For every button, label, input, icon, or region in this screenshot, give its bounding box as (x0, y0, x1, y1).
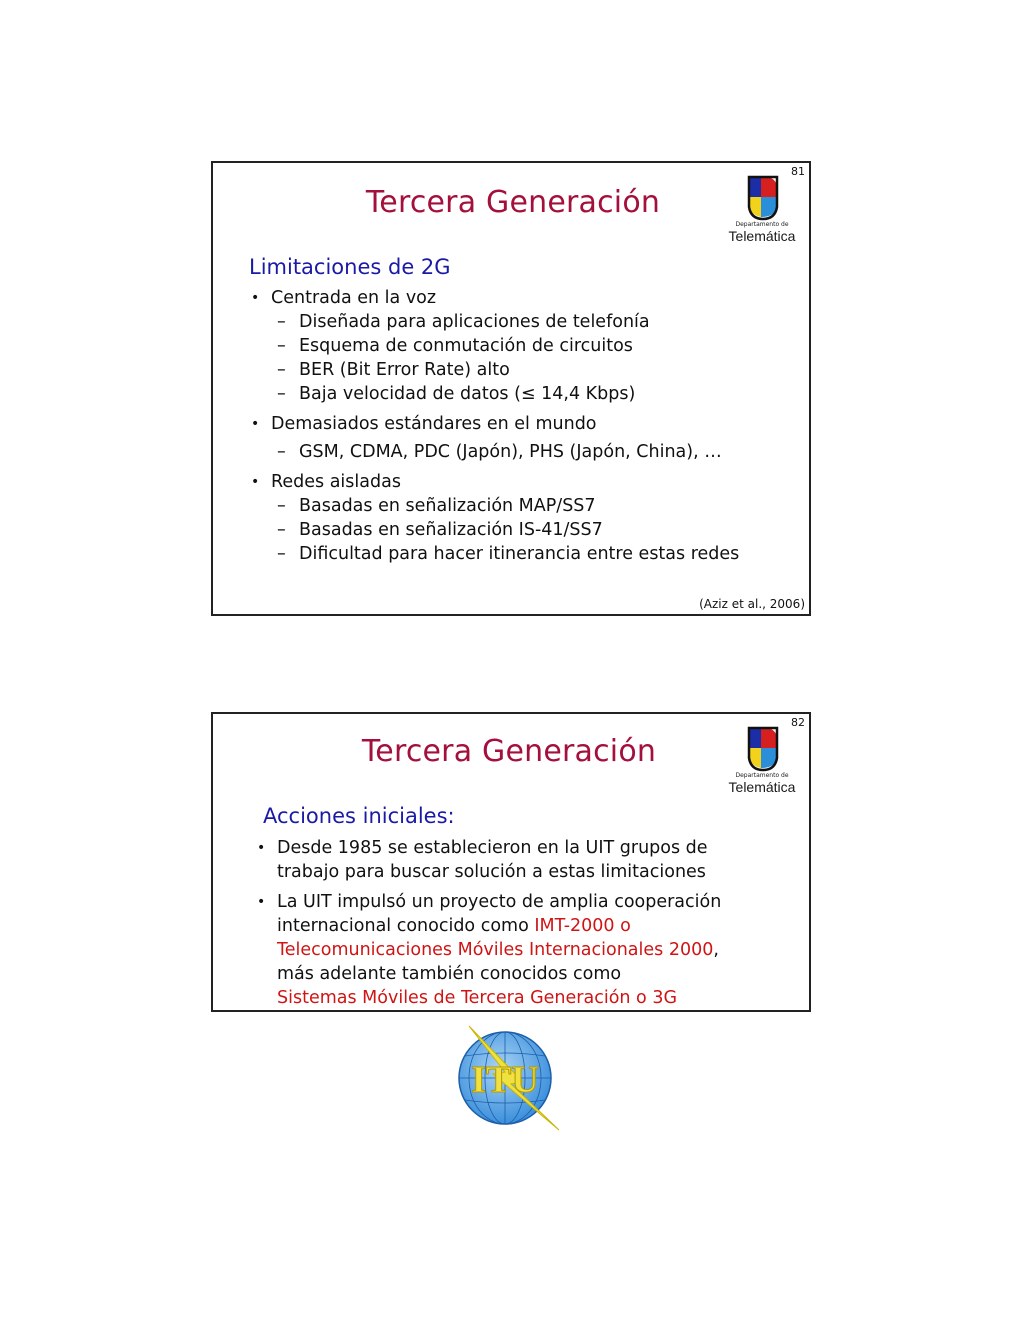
bullet-item: • Demasiados estándares en el mundo (249, 412, 809, 436)
telematica-logo (721, 724, 803, 794)
slide-81 (211, 161, 811, 616)
slide-title: Tercera Generación (361, 734, 657, 769)
bullet-item: • Redes aisladas (249, 470, 809, 494)
bullet-item (255, 890, 775, 1010)
sub-bullet-item: – GSM, CDMA, PDC (Japón), PHS (Japón, China), … (249, 440, 809, 464)
bullet-line: • La UIT impulsó un proyecto de amplia cooperación (277, 892, 722, 912)
bullet-line: • Desde 1985 se establecieron en la UIT grupos de (277, 838, 708, 858)
citation: (Aziz et al., 2006) (699, 597, 805, 611)
bullet-item (255, 836, 775, 884)
bullet-text: , (713, 940, 719, 960)
bullet-line: más adelante también conocidos como (277, 964, 622, 984)
sub-bullet-item: – Basadas en señalización MAP/SS7 (249, 494, 809, 518)
sub-bullet-item: – Dificultad para hacer itinerancia entre estas redes (249, 542, 809, 566)
sub-bullet-item: – BER (Bit Error Rate) alto (249, 358, 809, 382)
bullet-line (277, 914, 775, 938)
logo-name-text: Telemática (728, 779, 796, 795)
slide-content (249, 286, 809, 566)
highlight-text: Sistemas Móviles de Tercera Generación o 3G (277, 988, 678, 1008)
bullet-line (277, 938, 775, 962)
sub-bullet-item: – Esquema de conmutación de circuitos (249, 334, 809, 358)
slide-title: Tercera Generación (365, 185, 661, 220)
logo-department-text: Departamento de (735, 772, 789, 779)
itu-logo (455, 1022, 565, 1134)
itu-logo-text: ITU (471, 1059, 539, 1101)
slide-number: 82 (791, 716, 805, 729)
highlight-text: Telecomunicaciones Móviles Internacionales 2000 (277, 940, 714, 960)
slide-number: 81 (791, 165, 805, 178)
bullet-item: • Centrada en la voz (249, 286, 809, 310)
bullet-line: trabajo para buscar solución a estas limitaciones (277, 862, 706, 882)
section-heading: Acciones iniciales: (263, 804, 455, 828)
section-heading: Limitaciones de 2G (249, 255, 451, 279)
bullet-text: internacional conocido como (277, 916, 535, 936)
slide-content (255, 836, 775, 1010)
slide-82 (211, 712, 811, 1012)
sub-bullet-item: – Diseñada para aplicaciones de telefonía (249, 310, 809, 334)
logo-department-text: Departamento de (735, 221, 789, 228)
logo-name-text: Telemática (728, 228, 796, 244)
telematica-emblem-icon (721, 724, 803, 772)
sub-bullet-item: – Baja velocidad de datos (≤ 14,4 Kbps) (249, 382, 809, 406)
telematica-logo (721, 173, 803, 243)
highlight-text: IMT-2000 o (534, 916, 631, 936)
telematica-emblem-icon (721, 173, 803, 221)
sub-bullet-item: – Basadas en señalización IS-41/SS7 (249, 518, 809, 542)
